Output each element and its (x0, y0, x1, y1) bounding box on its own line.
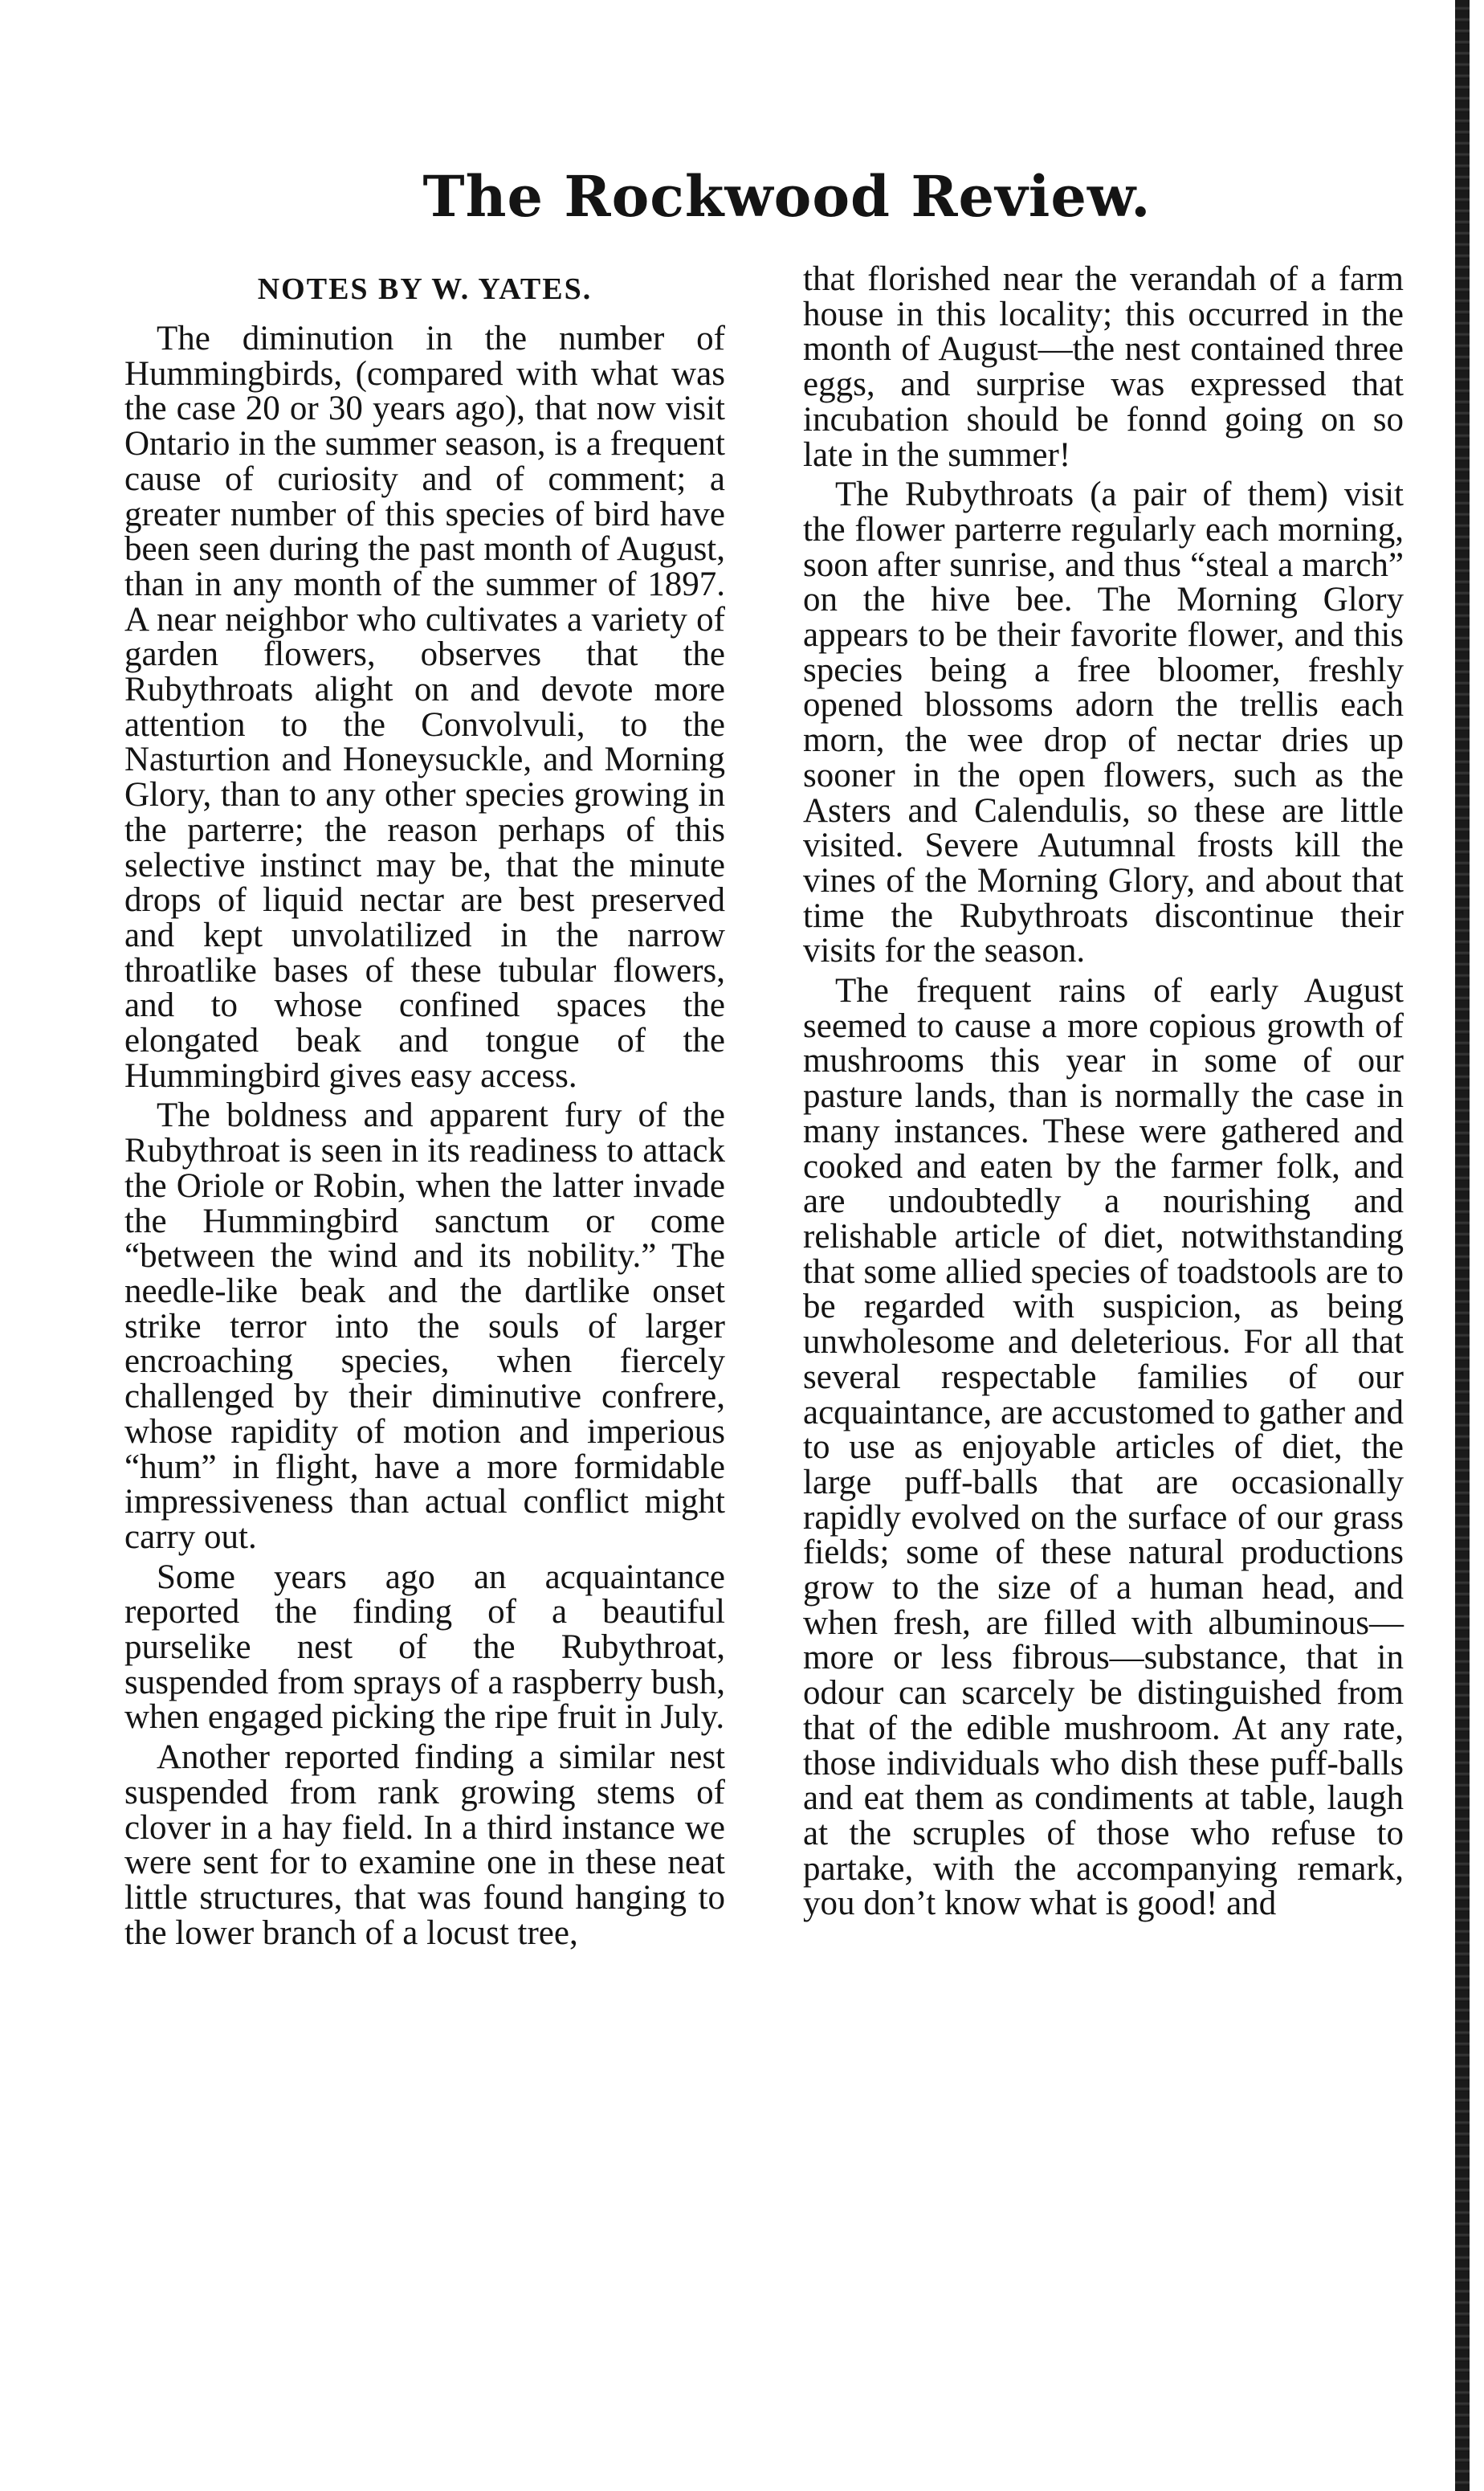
paragraph: Another reported finding a similar nest suspended from rank growing stems of clover in a hay field. In a third instance we were sent for to examine one in these neat little structures, that was found hanging to the lower branch of a locust tree, (124, 1738, 725, 1952)
left-column (124, 265, 725, 1955)
right-column (803, 262, 1404, 1926)
paragraph: Some years ago an acquaintance reported the finding of a beautiful purselike nest of the Rubythroat, suspended from sprays of a raspberry bush, when engaged picking the ripe fruit in July. (124, 1558, 725, 1737)
paragraph: The diminution in the number of Hummingbirds, (compared with what was the case 20 or 30 years ago), that now visit Ontario in the summer season, is a frequent cause of curiosity and of comment; a greater number of this species of bird have been seen during the past month of August, than in any month of the summer of 1897. A near neighbor who cultivates a variety of garden flowers, observes that the Rubythroats alight on and devote more attention to the Convolvuli, to the Nasturtion and Honeysuckle, and Morning Glory, than to any other species growing in the parterre; the reason perhaps of this selective instinct may be, that the minute drops of liquid nectar are best preserved and kept unvolatilized in the narrow throatlike bases of these tubular flowers, and to whose confined spaces the elongated beak and tongue of the Hummingbird gives easy access. (124, 320, 725, 1095)
page-edge-rule (1455, 0, 1470, 2491)
paragraph: The Rubythroats (a pair of them) visit the flower parterre regularly each morning, soon after sunrise, and thus “steal a march” on the hive bee. The Morning Glory appears to be their favorite flower, and this species being a free bloomer, freshly opened blossoms adorn the trellis each morn, the wee drop of nectar dries up sooner in the open flowers, such as the Asters and Calendulis, so these are little visited. Severe Autumnal frosts kill the vines of the Morning Glory, and about that time the Rubythroats discontinue their visits for the season. (803, 476, 1404, 970)
page-title: The Rockwood Review. (422, 163, 1152, 230)
article-heading: NOTES BY W. YATES. (257, 272, 593, 306)
paragraph: The boldness and apparent fury of the Rubythroat is seen in its readiness to attack the Oriole or Robin, when the latter invade the Hummingbird sanctum or come “between the wind and its nobility.” The needle-like beak and the dartlike onset strike terror into the souls of larger encroaching species, when fiercely challenged by their diminutive confrere, whose rapidity of motion and imperious “hum” in flight, have a more formidable impressiveness than actual conflict might carry out. (124, 1096, 725, 1556)
paragraph: The frequent rains of early August seemed to cause a more copious growth of mushrooms this year in some of our pasture lands, than is normally the case in many instances. These were gathered and cooked and eaten by the farmer folk, and are undoubtedly a nourishing and relishable article of diet, notwithstanding that some allied species of toadstools are to be regarded with suspicion, as being unwholesome and deleterious. For all that several respectable families of our acquaintance, are accustomed to gather and to use as enjoyable articles of diet, the large puff-balls that are occasionally rapidly evolved on the surface of our grass fields; some of these natural productions grow to the size of a human head, and when fresh, are filled with albuminous—more or less fibrous—substance, that in odour can scarcely be distinguished from that of the edible mushroom. At any rate, those individuals who dish these puff-balls and eat them as condiments at table, laugh at the scruples of those who refuse to partake, with the accompanying remark, you don’t know what is good! and (803, 972, 1404, 1923)
paragraph-continuation: that florished near the verandah of a farm house in this locality; this occurred in the month of August—the nest contained three eggs, and surprise was expressed that incubation should be fonnd going on so late in the summer! (803, 260, 1404, 474)
